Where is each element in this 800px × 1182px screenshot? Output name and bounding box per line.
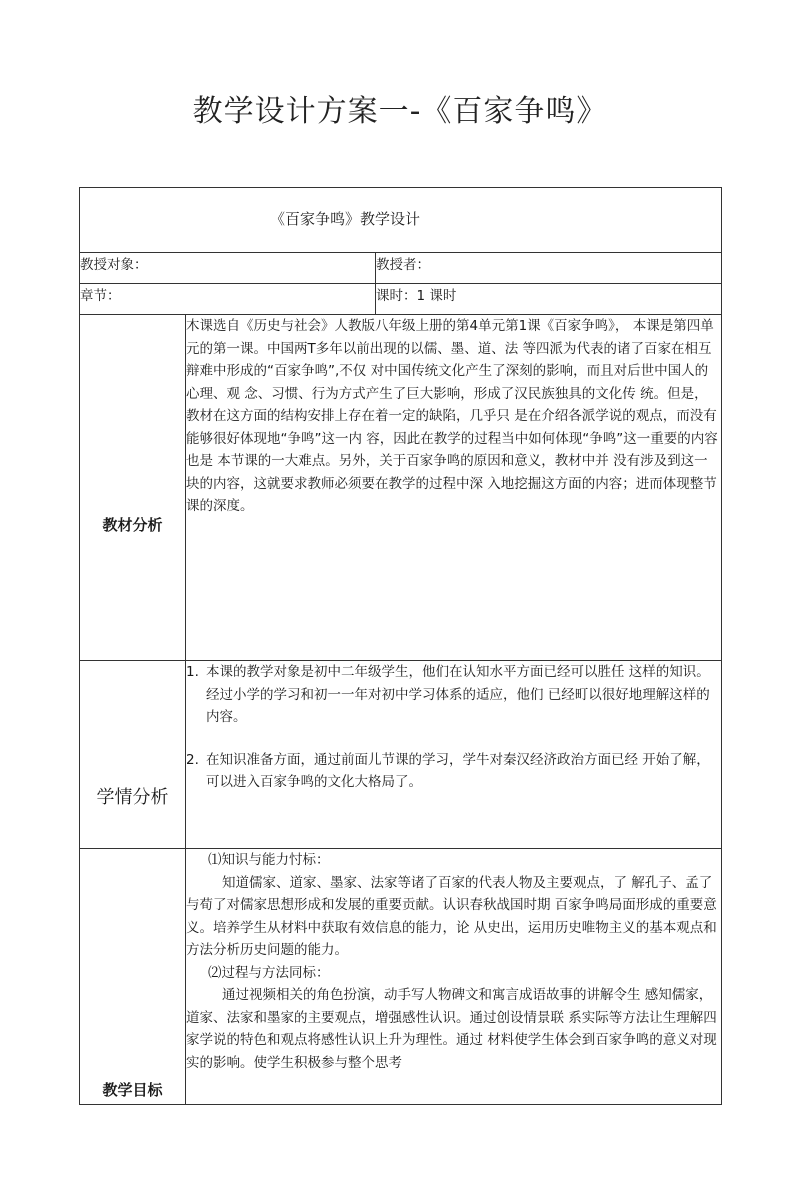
teaching-goals-body [186,849,722,1105]
goal-paragraph-knowledge: 知道儒家、道家、墨家、法家等诸了百家的代表人物及主要观点，了 解孔子、孟了与荀了对儒家思想形成和发展的重要贡献。认识春秋战国时期 百家争鸣局面形成的重要意义。培养学生从材料中获取有效信息的能力，论 从史出，运用历史唯物主义的基本观点和方法分析历史问题的能力。 [186,874,717,958]
list-item [186,661,721,729]
teaching-goals-label-cell [80,849,186,1105]
chapter-cell [80,284,376,315]
list-number: 2. [186,751,199,768]
page-title: 教学设计方案一-《百家争鸣》 [192,94,608,129]
student-analysis-label-cell [80,661,186,849]
student-analysis-body [186,661,722,849]
goal-heading-process: ⑵过程与方法同标： [208,964,330,981]
list-number: 1. [186,664,199,680]
lesson-plan-table [79,187,722,1105]
hours-cell [376,284,722,315]
chapter-label: 章节： [80,288,121,304]
textbook-analysis-body [186,315,722,661]
table-title-cell [80,188,722,253]
textbook-analysis-text: 木课选自《历史与社会》人教版八年级上册的第4单元第1课《百家争鸣》， 本课是第四单元的第一课。中国两T多年以前出现的以儒、墨、道、法 等四派为代表的诸了百家在相互辩难中形成的“百家争鸣”,不仅 对中国传统文化产生了深刻的影响，而且对后世中国人的心理、观 念、习惯、行为方式产生了巨大影响，形成了汉民族独具的文化传 统。但是，教材在这方面的结构安排上存在着一定的缺陷，几乎只 是在介绍各派学说的观点，而没有能够很好体现地“争鸣”这一内 容，因此在教学的过程当中如何体现“争鸣”这一重要的内容也是 本节课的一大难点。另外，关于百家争鸣的原因和意义，教材中并 没有涉及到这一块的内容，这就要求教师必须要在教学的过程中深 入地挖掘这方面的内容；进而体现整节课的深度。 [186,318,718,514]
textbook-analysis-label: 教材分析 [102,516,163,534]
student-analysis-label: 学情分析 [96,786,169,808]
hours-label: 课时：1 课时 [376,288,457,304]
teach-target-cell [80,253,376,284]
table-title: 《百家争鸣》教学设计 [270,210,421,228]
teacher-cell [376,253,722,284]
teacher-label: 教授者： [376,257,430,273]
teach-target-label: 教授对象： [80,257,148,273]
teaching-goals-label: 教学目标 [102,1081,163,1099]
list-item [186,749,721,794]
list-text: 本课的教学对象是初中二年级学生，他们在认知水平方面已经可以胜任 这样的知识。经过小学的学习和初一一年对初中学习体系的适应，他们 已经町以很好地理解这样的内容。 [206,664,710,725]
goal-paragraph-process: 通过视频相关的角色扮演，动手写人物碑文和寓言成语故事的讲解令生 感知儒家，道家、法家和墨家的主要观点，增强感性认识。通过创设情景联 系实际等方法让生理解四家学说的特色和观点将感性认识上升为理性。通过 材料使学生体会到百家争鸣的意义对现实的影响。使学生积极参与整个思考 [186,987,717,1071]
textbook-analysis-label-cell [80,315,186,661]
list-text: 在知识准备方面，通过前面儿节课的学习，学牛对秦汉经济政治方面已经 开始了解，可以进入百家争鸣的文化大格局了。 [206,751,710,790]
goal-heading-knowledge: ⑴知识与能力忖标： [208,852,330,868]
